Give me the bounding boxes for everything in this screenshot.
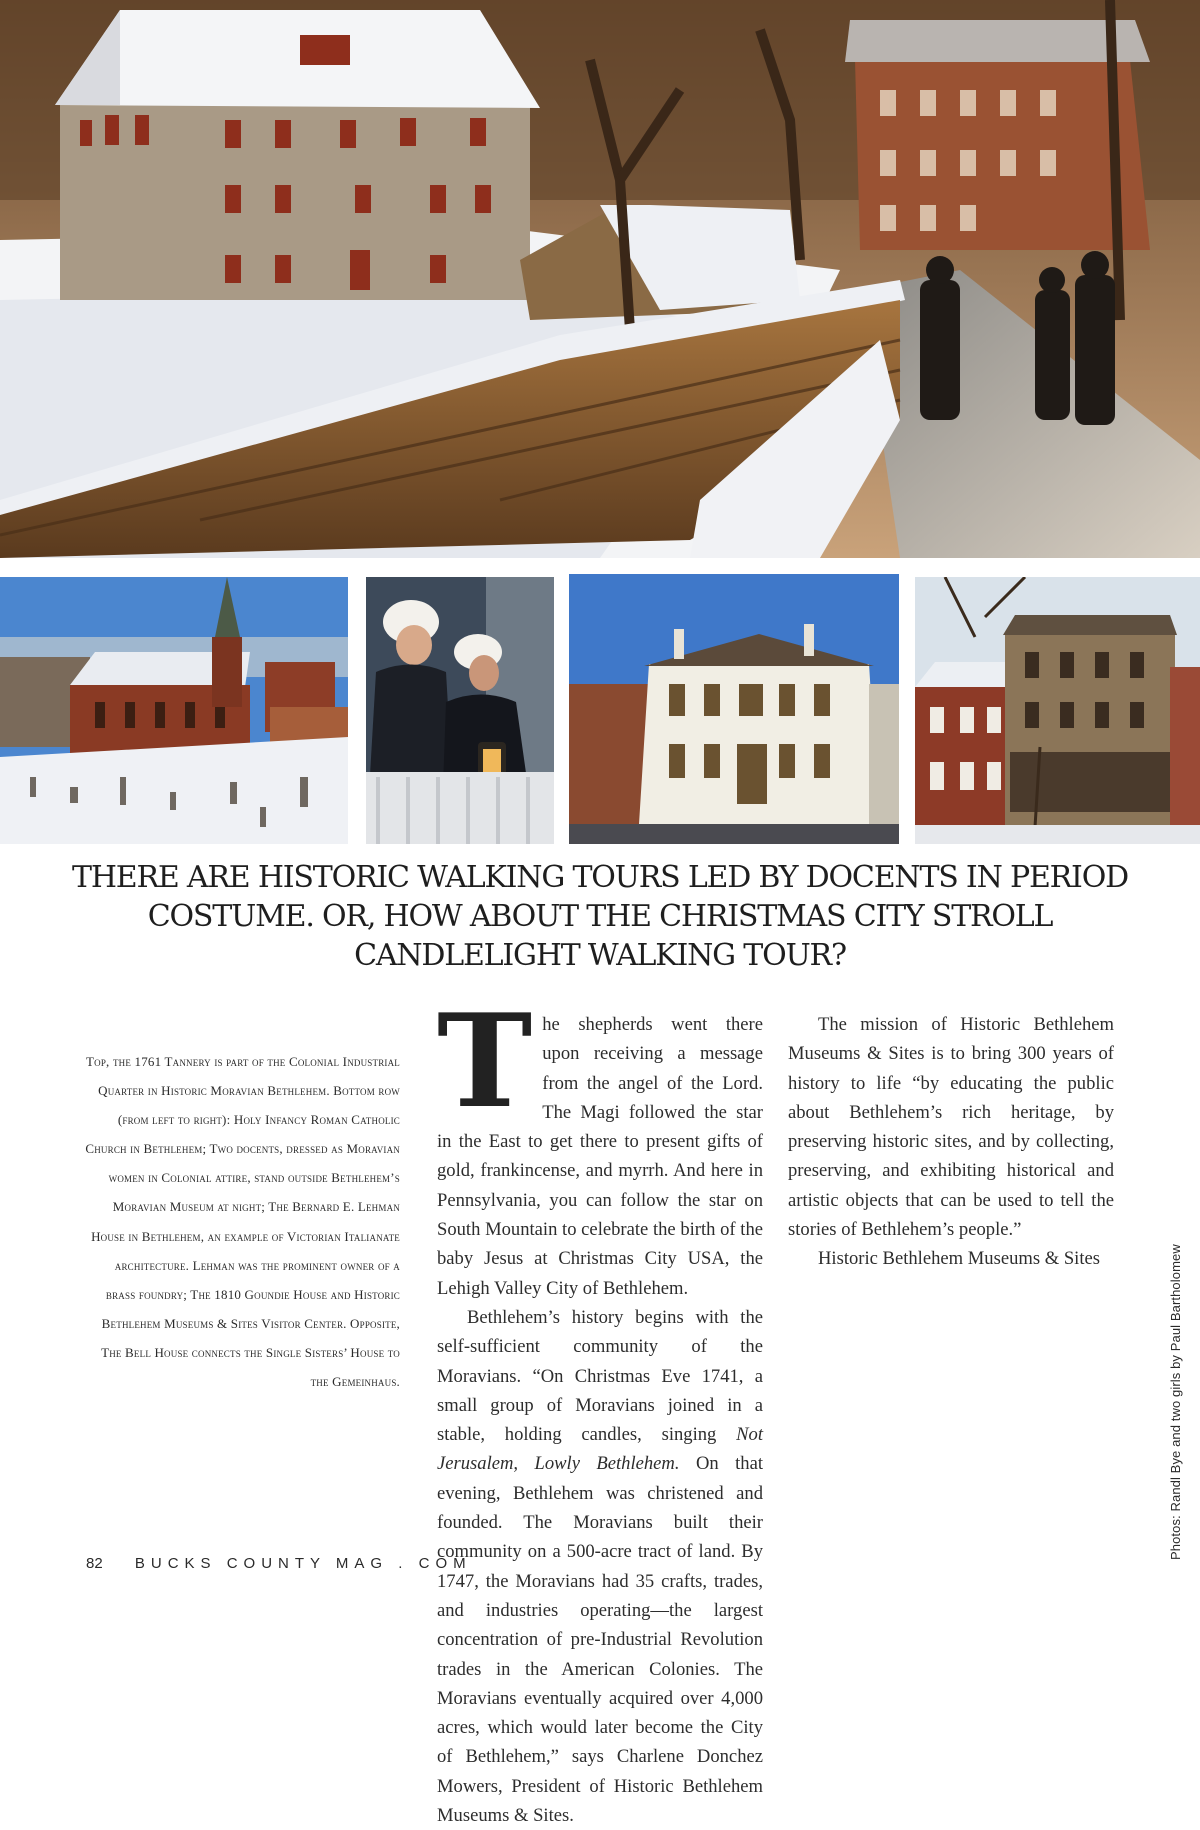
article-paragraph-1: he shepherds went there upon receiving a message from the angel of the Lord. The Magi followed the star in the East to get there to present gifts of gold, frankincense, and myrrh. And here in Pennsylvania, you can follow the star on South Mountain to celebrate the birth of the baby Jesus at Christmas City USA, the Lehigh Valley City of Bethlehem. xyxy=(437,1014,763,1299)
article-column-2 xyxy=(788,1010,1114,1274)
page-folio xyxy=(86,1555,472,1572)
article-paragraph-3: The mission of Historic Bethlehem Museums & Sites is to bring 300 years of history to life “by educating the public about Bethlehem’s rich heritage, by preserving historic sites, and by collecting, preserving, and exhibiting historical and artistic objects that can be used to tell the stories of Bethlehem’s people.” xyxy=(788,1014,1114,1241)
page-number: 82 xyxy=(86,1555,103,1572)
photo-lehman-house xyxy=(569,574,899,844)
photo-holy-infancy-church xyxy=(0,577,348,844)
article-column-1 xyxy=(437,987,763,1830)
magazine-url: BUCKS COUNTY MAG . COM xyxy=(134,1555,472,1572)
hero-photo-tannery xyxy=(0,0,1200,558)
photo-credit: Photos: Randl Bye and two girls by Paul Bartholomew xyxy=(1168,1244,1183,1560)
song-title: Not Jerusalem, Lowly Bethlehem. xyxy=(437,1424,763,1475)
photo-two-docents xyxy=(366,577,554,844)
article-paragraph-2-part-a: Bethlehem’s history begins with the self-sufficient community of the Moravians. “On Christmas Eve 1741, a small group of Moravians joined in a stable, holding candles, singing xyxy=(437,1306,763,1446)
drop-cap: T xyxy=(437,987,533,1137)
photo-caption: Top, the 1761 Tannery is part of the Colonial Industrial Quarter in Historic Moravian Bethlehem. Bottom row (from left to right): Holy Infancy Roman Catholic Church in Bethlehem; Two docents, dressed as Moravian women in Colonial attire, stand outside Bethlehem’s Moravian Museum at night; The Bernard E. Lehman House in Bethlehem, an example of Victorian Italianate architecture. Lehman was the prominent owner of a brass foundry; The 1810 Goundie House and Historic Bethlehem Museums & Sites Visitor Center. Opposite, The Bell House connects the Single Sisters’ House to the Gemeinhaus. xyxy=(85,1054,400,1390)
article-paragraph-2-part-b: On that evening, Bethlehem was christened and founded. The Moravians built their community on a 500-acre tract of land. By 1747, the Moravians had 35 crafts, trades, and industries operating—the largest concentration of pre-Industrial Revolution trades in the American Colonies. The Moravians eventually acquired over 4,000 acres, which would later become the City of Bethlehem,” says Charlene Donchez Mowers, President of Historic Bethlehem Museums & Sites. xyxy=(437,1453,763,1827)
pull-quote-headline: THERE ARE HISTORIC WALKING TOURS LED BY DOCENTS IN PERIOD COSTUME. OR, HOW ABOUT THE CHRISTMAS CITY STROLL CANDLELIGHT WALKING TOUR? xyxy=(72,860,1128,973)
article-paragraph-2 xyxy=(437,1303,763,1830)
article-paragraph-4: Historic Bethlehem Museums & Sites xyxy=(818,1248,1100,1270)
photo-goundie-house xyxy=(915,577,1200,844)
